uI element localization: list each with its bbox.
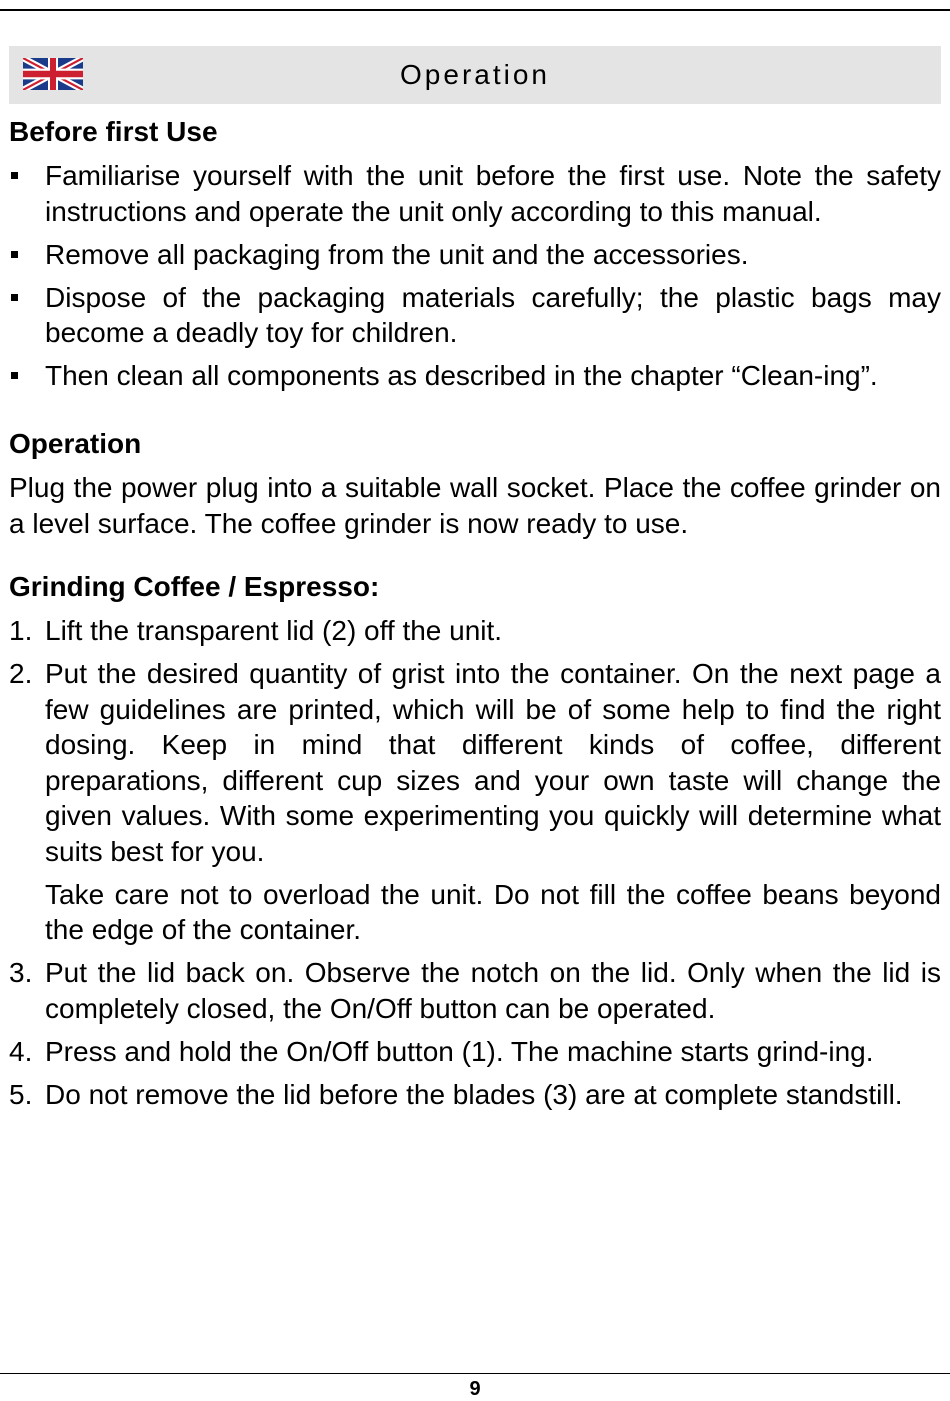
list-item bbox=[9, 1034, 941, 1070]
page-title: Operation bbox=[400, 59, 550, 90]
before-first-use-list bbox=[9, 158, 941, 394]
step-text: Press and hold the On/Off button (1). The machine starts grind-ing. bbox=[45, 1035, 874, 1067]
list-item: Remove all packaging from the unit and the accessories. bbox=[9, 237, 941, 273]
step-number: 4. bbox=[9, 1035, 33, 1067]
step-number: 2. bbox=[9, 658, 33, 689]
list-item: Dispose of the packaging materials carefully; the plastic bags may become a deadly toy for children. bbox=[9, 280, 941, 351]
list-item bbox=[9, 955, 941, 1026]
page-number: 9 bbox=[469, 1378, 481, 1400]
operation-heading: Operation bbox=[9, 428, 142, 459]
step-number: 3. bbox=[9, 957, 33, 988]
grinding-heading: Grinding Coffee / Espresso: bbox=[9, 571, 380, 602]
list-item: Familiarise yourself with the unit before the first use. Note the safety instructions and operate the unit only according to this manual. bbox=[9, 158, 941, 229]
step-text: Do not remove the lid before the blades (3) are at complete standstill. bbox=[45, 1078, 903, 1110]
list-item bbox=[9, 1077, 941, 1113]
list-item: Then clean all components as described in the chapter “Clean-ing”. bbox=[9, 358, 941, 394]
section-header bbox=[9, 46, 941, 104]
list-item bbox=[9, 613, 941, 649]
footer-rule bbox=[0, 1373, 950, 1374]
step-number: 1. bbox=[9, 615, 33, 646]
top-rule bbox=[0, 9, 950, 11]
step-text: Put the desired quantity of grist into the container. On the next page a few guidelines are printed, which will be of some help to find the right dosing. Keep in mind that different kinds of coffee, different preparations, different cup sizes and your own taste will change the given values. With some experimenting you quickly will determine what suits best for you. bbox=[45, 658, 941, 867]
step-text: Put the lid back on. Observe the notch on the lid. Only when the lid is completely closed, the On/Off button can be operated. bbox=[45, 957, 941, 1024]
step-note: Take care not to overload the unit. Do not fill the coffee beans beyond the edge of the container. bbox=[45, 878, 941, 945]
bullet-icon bbox=[11, 372, 18, 379]
step-number: 5. bbox=[9, 1078, 33, 1110]
document-body bbox=[9, 114, 941, 1120]
bullet-icon bbox=[11, 172, 18, 179]
bullet-icon bbox=[11, 251, 18, 258]
list-item bbox=[9, 656, 941, 948]
bullet-icon bbox=[11, 294, 18, 301]
operation-paragraph: Plug the power plug into a suitable wall socket. Place the coffee grinder on a level surface. The coffee grinder is now ready to use. bbox=[9, 472, 941, 539]
step-text: Lift the transparent lid (2) off the unit. bbox=[45, 615, 503, 646]
before-first-use-heading: Before first Use bbox=[9, 116, 218, 147]
grinding-steps bbox=[9, 613, 941, 1112]
